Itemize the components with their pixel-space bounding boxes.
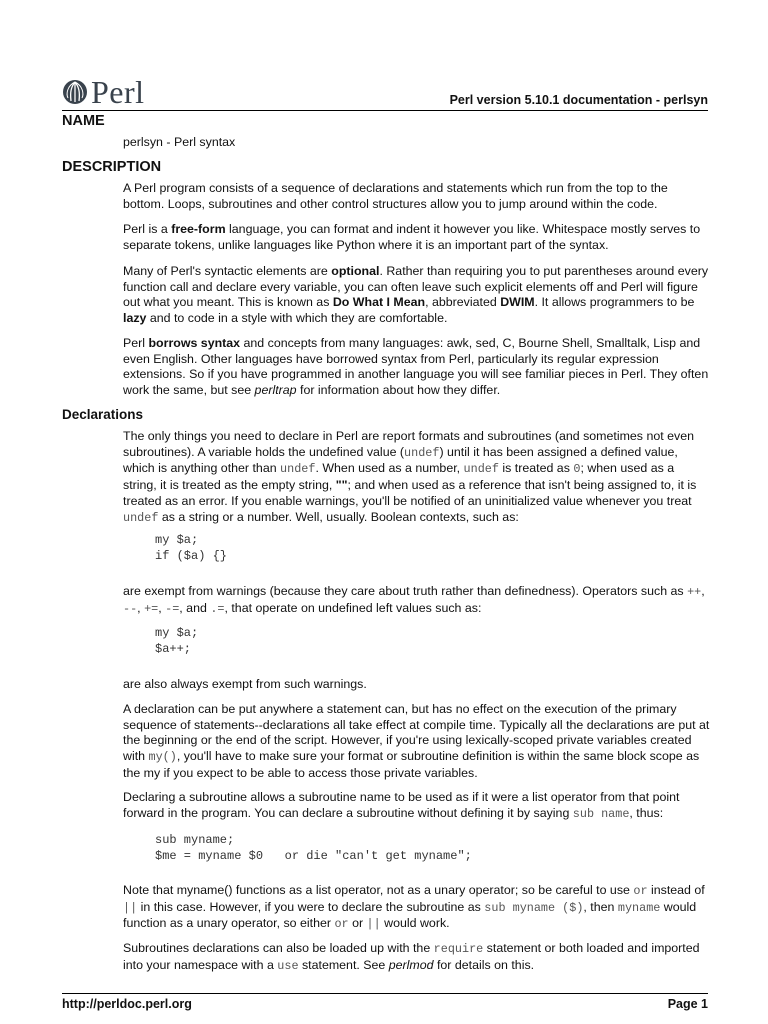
- doc-title: Perl version 5.10.1 documentation - perlsyn: [449, 93, 708, 107]
- description-paragraph: A Perl program consists of a sequence of declarations and statements which run from the top to the bottom. Loops, subroutines and other control structures allow you to jump around within the code.: [123, 181, 668, 211]
- perlmod-link[interactable]: perlmod: [388, 957, 434, 972]
- footer-divider: [62, 993, 708, 994]
- perltrap-link[interactable]: perltrap: [254, 383, 297, 398]
- perl-logo: [62, 76, 145, 108]
- declarations-heading: Declarations: [62, 407, 144, 422]
- description-paragraph: Many of Perl's syntactic elements are optional. Rather than requiring you to put parentheses around every function call and declare every variable, you can often leave such explicit elements off and Perl will figure out what you meant. This is known as Do What I Mean, abbreviated DWIM. It allows programmers to be lazy and to code in a style with which they are comfortable.: [123, 264, 709, 326]
- declarations-paragraph: A declaration can be put anywhere a statement can, but has no effect on the execution of the primary sequence of statements--declarations all take effect at compile time. Typically all the declarations are put at the beginning or the end of the script. However, if you're using lexically-scoped private variables created with my(), you'll have to make sure your format or subroutine definition is within the same block scope as the my if you expect to be able to access those private variables.: [123, 702, 710, 780]
- declarations-paragraph: Subroutines declarations can also be loaded up with the require statement or both loaded and imported into your namespace with a use statement. See perlmod for details on this.: [123, 941, 700, 973]
- logo-text: Perl: [91, 74, 145, 110]
- code-block: sub myname; $me = myname $0 or die "can't get myname";: [155, 833, 472, 863]
- code-block: my $a; $a++;: [155, 626, 199, 656]
- declarations-paragraph: Declaring a subroutine allows a subroutine name to be used as if it were a list operator from that point forward in the program. You can declare a subroutine without defining it by saying sub name, thus:: [123, 790, 680, 821]
- declarations-paragraph: are also always exempt from such warnings.: [123, 677, 367, 691]
- description-heading: DESCRIPTION: [62, 159, 162, 175]
- name-heading: NAME: [62, 113, 105, 129]
- footer-url-link[interactable]: http://perldoc.perl.org: [62, 997, 192, 1011]
- name-text: perlsyn - Perl syntax: [123, 135, 236, 149]
- page-number: Page 1: [667, 997, 708, 1011]
- declarations-paragraph: Note that myname() functions as a list operator, not as a unary operator; so be careful to use or instead of || in this case. However, if you were to declare the subroutine as sub myname ($), then myname would function as a unary operator, so either or or || would work.: [123, 883, 705, 932]
- declarations-paragraph: are exempt from warnings (because they care about truth rather than definedness). Operators such as ++, --, +=, -=, and .=, that operate on undefined left values such as:: [123, 584, 705, 616]
- code-block: my $a; if ($a) {}: [155, 533, 228, 563]
- description-paragraph: Perl is a free-form language, you can format and indent it however you like. Whitespace mostly serves to separate tokens, unlike languages like Python where it is an important part of the syntax.: [123, 222, 701, 252]
- declarations-paragraph: The only things you need to declare in Perl are report formats and subroutines (and sometimes not even subroutines). A variable holds the undefined value (undef) until it has been assigned a defined value, which is anything other than undef. When used as a number, undef is treated as 0; when used as a string, it is treated as the empty string, ""; and when used as a reference that isn't being assigned to, it is treated as an error. If you enable warnings, you'll be notified of an uninitialized value whenever you treat undef as a string or a number. Well, usually. Boolean contexts, such as:: [123, 429, 697, 525]
- description-paragraph: Perl borrows syntax and concepts from many languages: awk, sed, C, Bourne Shell, Smalltalk, Lisp and even English. Other languages have borrowed syntax from Perl, particularly its regular expression extensions. So if you have programmed in another language you will see familiar pieces in Perl. They often work the same, but see perltrap for information about how they differ.: [123, 336, 709, 398]
- page-header: [62, 76, 708, 111]
- perl-onion-icon: [62, 79, 88, 105]
